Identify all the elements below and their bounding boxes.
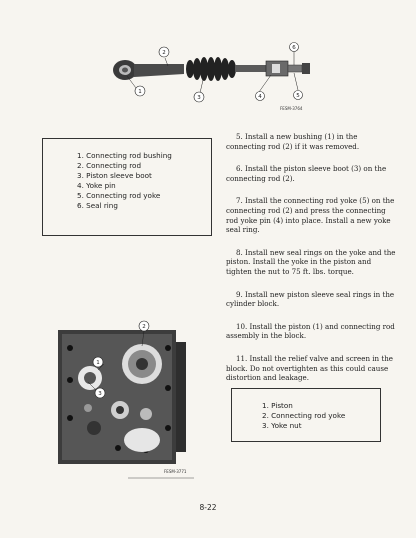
connecting-rod-figure <box>108 42 323 117</box>
page-number: 8-22 <box>199 503 217 512</box>
figure-code: FESM-3771 <box>164 469 187 474</box>
parts-legend-top <box>42 138 212 236</box>
callout-4: 4 <box>258 94 262 100</box>
callout-2: 2 <box>162 50 166 56</box>
step-6: 6. Install the piston sleeve boot (3) on the connecting rod (2). <box>226 164 387 183</box>
step-9: 9. Install new piston sleeve seal rings in the cylinder block. <box>226 289 395 309</box>
legend-item: 3. Piston sleeve boot <box>77 171 152 180</box>
legend-item: 5. Connecting rod yoke <box>77 191 161 200</box>
legend-item: 2. Connecting rod yoke <box>262 411 346 420</box>
legend-item: 2. Connecting rod <box>77 161 142 170</box>
legend-item: 4. Yoke pin <box>77 181 116 190</box>
step-7: 7. Install the connecting rod yoke (5) on the connecting rod (2) and press the connecting rod yoke pin (4) into place. Install a new yoke seal ring. <box>226 196 395 235</box>
callout-3: 3 <box>197 95 201 101</box>
legend-item: 3. Yoke nut <box>262 421 302 430</box>
parts-legend-bottom <box>231 388 381 442</box>
cylinder-block-figure <box>58 318 198 480</box>
figure-code: FESM-3764 <box>280 106 303 111</box>
callout-1: 1 <box>138 89 142 95</box>
step-11: 11. Install the relief valve and screen in the block. Do not overtighten as this could cause distortion and leakage. <box>226 353 393 383</box>
callout-3: 3 <box>98 391 102 397</box>
callout-2: 2 <box>142 324 146 330</box>
callout-6: 6 <box>292 45 296 51</box>
instructions <box>226 132 396 396</box>
step-8: 8. Install new seal rings on the yoke and the piston. Install the yoke in the piston and tighten the nut to 75 ft. lbs. torque. <box>226 247 396 276</box>
legend-item: 1. Piston <box>262 401 293 410</box>
callout-5: 5 <box>296 93 300 99</box>
legend-item: 1. Connecting rod bushing <box>77 151 172 160</box>
legend-item: 6. Seal ring <box>77 201 118 210</box>
step-10: 10. Install the piston (1) and connecting rod assembly in the block. <box>226 321 395 341</box>
callout-1: 1 <box>96 360 100 366</box>
step-5: 5. Install a new bushing (1) in the connecting rod (2) if it was removed. <box>226 132 360 151</box>
